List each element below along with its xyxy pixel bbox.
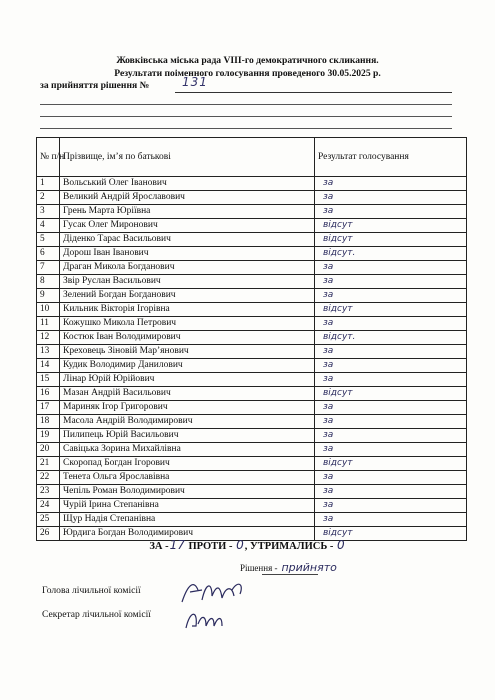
table-row bbox=[37, 191, 467, 205]
row-number: 20 bbox=[37, 443, 60, 457]
solution-value: прийнято bbox=[281, 561, 337, 574]
row-number: 23 bbox=[37, 485, 60, 499]
table-row bbox=[37, 457, 467, 471]
voting-table bbox=[36, 137, 467, 541]
vote-result: відсут bbox=[315, 387, 467, 401]
member-name: Великий Андрій Ярославович bbox=[60, 191, 315, 205]
table-row bbox=[37, 303, 467, 317]
member-name: Вольський Олег Іванович bbox=[60, 177, 315, 191]
table-row bbox=[37, 415, 467, 429]
member-name: Пилипець Юрій Васильович bbox=[60, 429, 315, 443]
blank-line bbox=[40, 128, 452, 129]
member-name: Кудик Володимир Данилович bbox=[60, 359, 315, 373]
table-row bbox=[37, 401, 467, 415]
vote-result: за bbox=[315, 289, 467, 303]
row-number: 6 bbox=[37, 247, 60, 261]
vote-result: за bbox=[315, 513, 467, 527]
vote-result: за bbox=[315, 345, 467, 359]
member-name: Драган Микола Богданович bbox=[60, 261, 315, 275]
member-name: Скоропад Богдан Ігорович bbox=[60, 457, 315, 471]
vote-result: за bbox=[315, 373, 467, 387]
table-row bbox=[37, 443, 467, 457]
member-name: Звір Руслан Васильович bbox=[60, 275, 315, 289]
table-row bbox=[37, 247, 467, 261]
vote-result: відсут bbox=[315, 303, 467, 317]
vote-result: відсут bbox=[315, 233, 467, 247]
member-name: Юрдига Богдан Володимирович bbox=[60, 527, 315, 541]
row-number: 18 bbox=[37, 415, 60, 429]
blank-line bbox=[40, 116, 452, 117]
vote-result: за bbox=[315, 261, 467, 275]
row-number: 10 bbox=[37, 303, 60, 317]
table-row bbox=[37, 275, 467, 289]
vote-result: за bbox=[315, 443, 467, 457]
decision-underline bbox=[175, 92, 452, 93]
decision-number: 131 bbox=[182, 75, 208, 89]
table-body bbox=[37, 177, 467, 541]
col-name-header: Прізвище, ім’я по батькові bbox=[60, 138, 315, 177]
against-label: ПРОТИ - bbox=[188, 541, 233, 552]
member-name: Костюк Іван Володимирович bbox=[60, 331, 315, 345]
council-title: Жовківська міська рада VIII-го демократичного скликання. bbox=[116, 55, 379, 66]
row-number: 14 bbox=[37, 359, 60, 373]
table-row bbox=[37, 177, 467, 191]
member-name: Діденко Тарас Васильович bbox=[60, 233, 315, 247]
member-name: Гусак Олег Миронович bbox=[60, 219, 315, 233]
table-row bbox=[37, 387, 467, 401]
table-row bbox=[37, 513, 467, 527]
row-number: 5 bbox=[37, 233, 60, 247]
table-row bbox=[37, 289, 467, 303]
abstain-value: 0 bbox=[337, 538, 345, 552]
col-num-header: № п/н bbox=[37, 138, 60, 177]
member-name: Масола Андрій Володимирович bbox=[60, 415, 315, 429]
chair-label: Голова лічильної комісії bbox=[42, 585, 141, 596]
blank-line bbox=[40, 104, 452, 105]
table-row bbox=[37, 345, 467, 359]
row-number: 12 bbox=[37, 331, 60, 345]
row-number: 7 bbox=[37, 261, 60, 275]
row-number: 26 bbox=[37, 527, 60, 541]
row-number: 15 bbox=[37, 373, 60, 387]
solution-label: Рішення - bbox=[240, 563, 278, 573]
against-value: 0 bbox=[236, 538, 244, 552]
table-row bbox=[37, 219, 467, 233]
for-value: 17 bbox=[169, 538, 185, 552]
row-number: 21 bbox=[37, 457, 60, 471]
col-result-header: Результат голосування bbox=[315, 138, 467, 177]
row-number: 22 bbox=[37, 471, 60, 485]
row-number: 19 bbox=[37, 429, 60, 443]
table-row bbox=[37, 485, 467, 499]
table-row bbox=[37, 373, 467, 387]
row-number: 25 bbox=[37, 513, 60, 527]
vote-result: за bbox=[315, 317, 467, 331]
member-name: Чепіль Роман Володимирович bbox=[60, 485, 315, 499]
row-number: 17 bbox=[37, 401, 60, 415]
vote-result: відсут bbox=[315, 219, 467, 233]
results-title: Результати поіменного голосування проведеного 30.05.2025 р. bbox=[114, 68, 381, 79]
member-name: Грень Марта Юріївна bbox=[60, 205, 315, 219]
vote-result: за bbox=[315, 415, 467, 429]
member-name: Тенета Ольга Ярославівна bbox=[60, 471, 315, 485]
vote-result: відсут bbox=[315, 527, 467, 541]
vote-result: за bbox=[315, 191, 467, 205]
table-row bbox=[37, 471, 467, 485]
table-row bbox=[37, 429, 467, 443]
vote-result: за bbox=[315, 177, 467, 191]
row-number: 13 bbox=[37, 345, 60, 359]
vote-result: за bbox=[315, 471, 467, 485]
member-name: Савіцька Зорина Михайлівна bbox=[60, 443, 315, 457]
table-row bbox=[37, 359, 467, 373]
vote-result: відсут. bbox=[315, 331, 467, 345]
solution-underline bbox=[262, 574, 318, 575]
vote-result: за bbox=[315, 275, 467, 289]
vote-result: за bbox=[315, 401, 467, 415]
row-number: 9 bbox=[37, 289, 60, 303]
vote-result: за bbox=[315, 429, 467, 443]
member-name: Креховець Зіновій Мар’янович bbox=[60, 345, 315, 359]
row-number: 4 bbox=[37, 219, 60, 233]
table-row bbox=[37, 261, 467, 275]
row-number: 16 bbox=[37, 387, 60, 401]
row-number: 24 bbox=[37, 499, 60, 513]
member-name: Щур Надія Степанівна bbox=[60, 513, 315, 527]
vote-result: за bbox=[315, 499, 467, 513]
member-name: Дорош Іван Іванович bbox=[60, 247, 315, 261]
table-header-row bbox=[37, 138, 467, 177]
table-row bbox=[37, 233, 467, 247]
table-row bbox=[37, 317, 467, 331]
table-row bbox=[37, 331, 467, 345]
row-number: 11 bbox=[37, 317, 60, 331]
vote-result: за bbox=[315, 205, 467, 219]
decision-result bbox=[240, 561, 337, 574]
vote-result: за bbox=[315, 359, 467, 373]
vote-result: відсут. bbox=[315, 247, 467, 261]
secretary-signature bbox=[182, 604, 232, 634]
vote-totals: ЗА -17 ПРОТИ - 0, УТРИМАЛИСЬ - 0 bbox=[149, 538, 345, 552]
row-number: 3 bbox=[37, 205, 60, 219]
row-number: 8 bbox=[37, 275, 60, 289]
table-row bbox=[37, 205, 467, 219]
member-name: Кильник Вікторія Ігорівна bbox=[60, 303, 315, 317]
vote-result: за bbox=[315, 485, 467, 499]
member-name: Мариняк Ігор Григорович bbox=[60, 401, 315, 415]
member-name: Лінар Юрій Юрійович bbox=[60, 373, 315, 387]
secretary-label: Секретар лічильної комісії bbox=[42, 609, 151, 620]
row-number: 1 bbox=[37, 177, 60, 191]
abstain-label: УТРИМАЛИСЬ - bbox=[249, 541, 334, 552]
table-row bbox=[37, 499, 467, 513]
member-name: Кожушко Микола Петрович bbox=[60, 317, 315, 331]
row-number: 2 bbox=[37, 191, 60, 205]
member-name: Чурій Ірина Степанівна bbox=[60, 499, 315, 513]
decision-line bbox=[40, 75, 452, 94]
for-label: ЗА - bbox=[149, 541, 169, 552]
member-name: Мазан Андрій Васильович bbox=[60, 387, 315, 401]
vote-result: відсут bbox=[315, 457, 467, 471]
member-name: Зелений Богдан Богданович bbox=[60, 289, 315, 303]
decision-label: за прийняття рішення № bbox=[40, 80, 150, 91]
